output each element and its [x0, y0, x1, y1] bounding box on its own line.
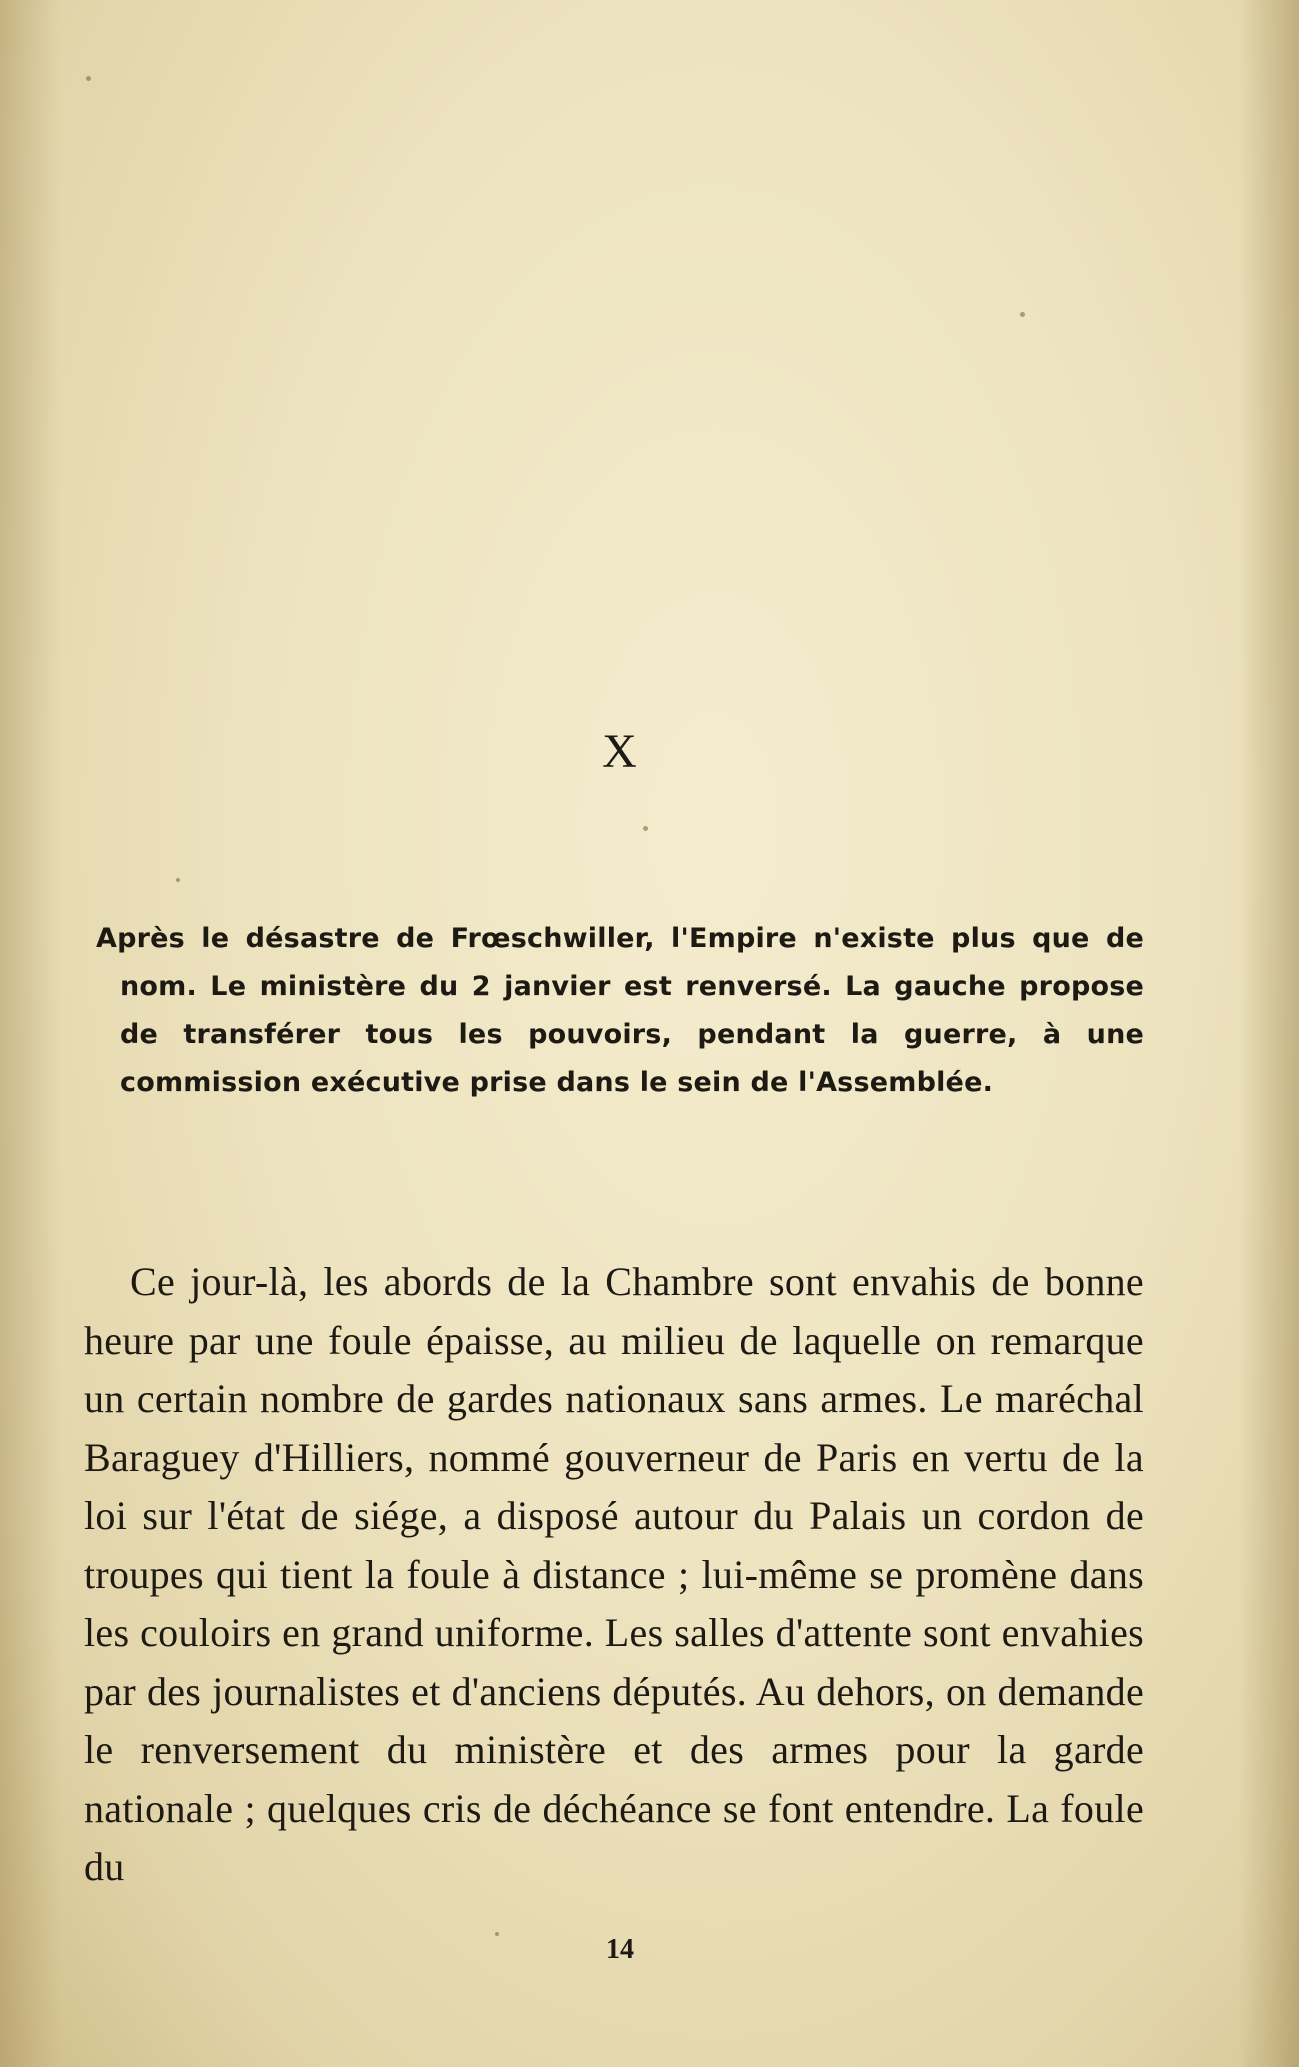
chapter-summary: Après le désastre de Frœschwiller, l'Empire n'existe plus que de nom. Le ministère du 2 janvier est renversé. La gauche propose de transférer tous les pouvoirs, pendant la guerre, à une commission exécutive prise dans le sein de l'Assemblée.	[96, 923, 1144, 1098]
page-edge-shadow-left	[0, 0, 60, 2067]
paper-speck	[643, 826, 648, 831]
paper-speck	[1020, 312, 1025, 317]
page-edge-shadow-right	[1239, 0, 1299, 2067]
chapter-heading: X	[602, 725, 638, 779]
page-number: 14	[606, 1934, 634, 1965]
body-paragraph: Ce jour-là, les abords de la Chambre sont envahis de bonne heure par une foule épaisse, au milieu de laquelle on remarque un certain nombre de gardes nationaux sans armes. Le maréchal Baraguey d'Hilliers, nommé gouverneur de Paris en vertu de la loi sur l'état de siége, a disposé autour du Palais un cordon de troupes qui tient la foule à distance ; lui-même se promène dans les couloirs en grand uniforme. Les salles d'attente sont envahies par des journalistes et d'anciens députés. Au dehors, on demande le renversement du ministère et des armes pour la garde nationale ; quelques cris de déchéance se font entendre. La foule du	[84, 1259, 1144, 1889]
paper-speck	[176, 878, 180, 882]
paper-speck	[86, 76, 91, 81]
